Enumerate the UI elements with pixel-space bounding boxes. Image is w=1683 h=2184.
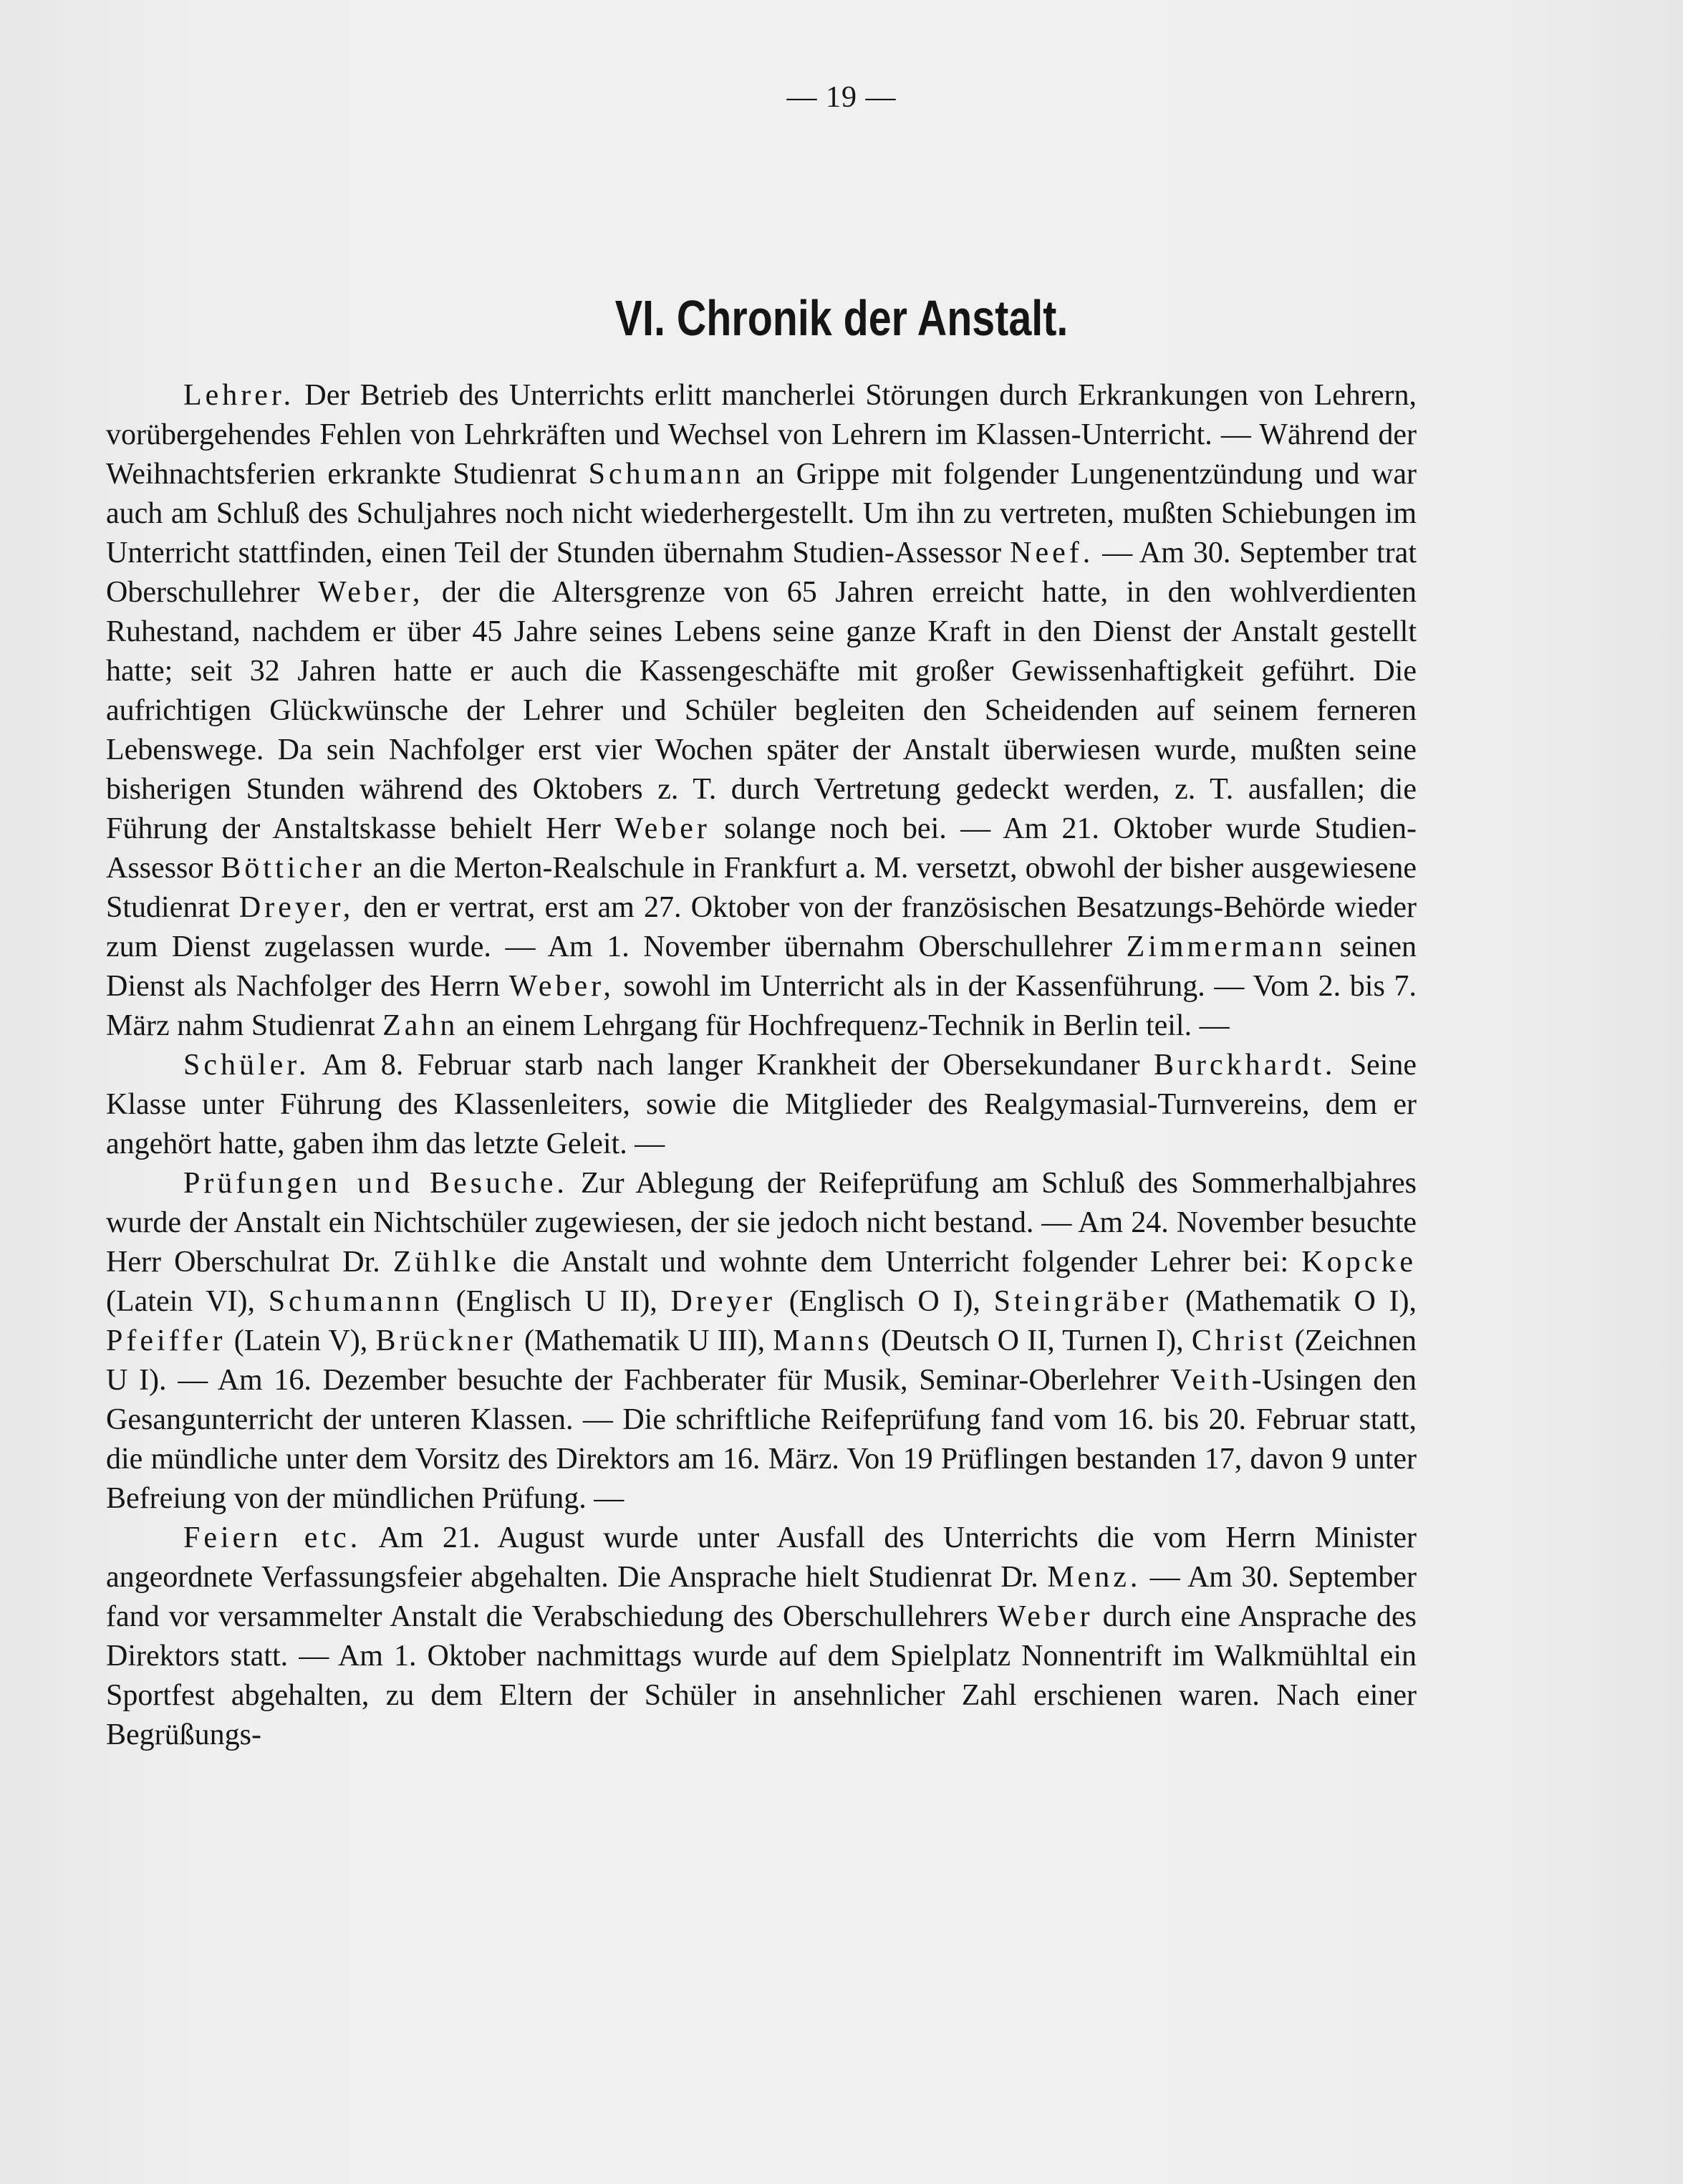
spaced-name: Zühlke: [392, 1246, 500, 1279]
paragraph-text: seinen Dienst als Nachfolger des Herrn: [106, 930, 1417, 1003]
spaced-name: Menz.: [1047, 1561, 1142, 1594]
paragraph-text: Am 21. August wurde unter Ausfall des Unterrichts die vom Herrn Minister angeordnete Verfassungsfeier abgehalten. Die Ansprache hielt Studienrat Dr.: [106, 1521, 1417, 1594]
spaced-name: Zahn: [382, 1009, 459, 1042]
paragraph-text: (Latein V),: [226, 1324, 376, 1357]
spaced-name: Zimmermann: [1126, 930, 1326, 963]
spaced-name: Neef.: [1010, 537, 1094, 569]
paragraph-text: (Englisch U II),: [443, 1285, 671, 1318]
paragraph-text: Seine Klasse unter Führung des Klassenleiters, sowie die Mitglieder des Realgymasial-Turnvereins, dem er angehört hatte, gaben ihm das letzte Geleit. —: [106, 1049, 1417, 1160]
paragraph-text: (Mathematik U III),: [516, 1324, 773, 1357]
spaced-name: Burckhardt.: [1153, 1049, 1336, 1082]
paragraph-text: durch eine Ansprache des Direktors statt. — Am 1. Oktober nachmittags wurde auf dem Spielplatz Nonnentrift im Walkmühltal ein Sportfest abgehalten, zu dem Eltern der Schüler in ansehnlicher Zahl erschienen waren. Nach einer Begrüßungs-: [106, 1600, 1417, 1751]
paragraph: [106, 1519, 1417, 1755]
paragraph-text: den er vertrat, erst am 27. Oktober von der französischen Besatzungs-Behörde wieder zum Dienst zugelassen wurde. — Am 1. November übernahm Oberschullehrer: [106, 891, 1417, 963]
paragraph-text: Der Betrieb des Unterrichts erlitt mancherlei Störungen durch Erkrankungen von Lehrern, vorübergehendes Fehlen von Lehrkräften und Wechsel von Lehrern im Klassen-Unterricht. — Während der Weihnachtsferien erkrankte Studienrat: [106, 379, 1417, 491]
paragraph-text: (Deutsch O II, Turnen I),: [872, 1324, 1192, 1357]
paragraph-text: (Zeichnen U I). — Am 16. Dezember besuchte der Fachberater für Musik, Seminar-Oberlehrer: [106, 1324, 1417, 1397]
paragraph-text: — Am 30. September fand vor versammelter Anstalt die Verabschiedung des Oberschullehrers: [106, 1561, 1417, 1633]
spaced-name: Kopcke: [1301, 1246, 1417, 1279]
spaced-name: Dreyer: [670, 1285, 776, 1318]
spaced-name: Veith: [1170, 1364, 1252, 1397]
spaced-name: Brückner: [375, 1324, 516, 1357]
paragraph-text: an Grippe mit folgender Lungenentzündung und war auch am Schluß des Schuljahres noch nicht wiederhergestellt. Um ihn zu vertreten, mußten Schiebungen im Unterricht stattfinden, einen Teil der Stunden übernahm Studien-Assessor: [106, 458, 1417, 569]
paragraph-text: (Englisch O I),: [776, 1285, 994, 1318]
spaced-name: Feiern etc.: [183, 1521, 362, 1554]
paragraph-text: an die Merton-Realschule in Frankfurt a. M. versetzt, obwohl der bisher ausgewiesene Studienrat: [106, 852, 1417, 924]
spaced-name: Dreyer,: [238, 891, 355, 924]
paragraph-text: Zur Ablegung der Reifeprüfung am Schluß des Sommerhalbjahres wurde der Anstalt ein Nichtschüler zugewiesen, der sie jedoch nicht bestand. — Am 24. November besuchte Herr Oberschulrat Dr.: [106, 1167, 1417, 1279]
page-number: — 19 —: [786, 81, 897, 114]
paragraph-text: (Latein VI),: [106, 1285, 269, 1318]
spaced-name: Lehrer.: [183, 379, 295, 412]
paragraph-text: solange noch bei. — Am 21. Oktober wurde Studien-Assessor: [106, 812, 1417, 885]
paragraph-text: — Am 30. September trat Oberschullehrer: [106, 537, 1417, 609]
spaced-name: Bötticher: [221, 852, 365, 885]
spaced-name: Weber,: [508, 970, 614, 1003]
spaced-name: Weber: [614, 812, 710, 845]
paragraph-text: sowohl im Unterricht als in der Kassenführung. — Vom 2. bis 7. März nahm Studienrat: [106, 970, 1417, 1042]
paragraph: [106, 1046, 1417, 1164]
paragraph: [106, 1164, 1417, 1519]
paragraph-text: Am 8. Februar starb nach langer Krankheit der Obersekundaner: [309, 1049, 1154, 1082]
spaced-name: Christ: [1191, 1324, 1287, 1357]
paragraph-text: -Usingen den Gesangunterricht der unteren Klassen. — Die schriftliche Reifeprüfung fand vom 16. bis 20. Februar statt, die mündliche unter dem Vorsitz des Direktors am 16. März. Von 19 Prüflingen bestanden 17, davon 9 unter Befreiung von der mündlichen Prüfung. —: [106, 1364, 1417, 1515]
paragraph-text: an einem Lehrgang für Hochfrequenz-Technik in Berlin teil. —: [458, 1009, 1230, 1042]
spaced-name: Pfeiffer: [106, 1324, 226, 1357]
paragraph: [106, 376, 1417, 1046]
spaced-name: Schüler.: [183, 1049, 310, 1082]
paragraph-text: die Anstalt und wohnte dem Unterricht folgender Lehrer bei:: [499, 1246, 1302, 1279]
spaced-name: Steingräber: [993, 1285, 1172, 1318]
spaced-name: Weber,: [318, 576, 424, 609]
page-title: VI. Chronik der Anstalt.: [614, 290, 1069, 346]
spaced-name: Weber: [998, 1600, 1094, 1633]
spaced-name: Schumann: [588, 458, 744, 491]
spaced-name: Prüfungen und Besuche.: [183, 1167, 568, 1200]
chronicle-body: [106, 376, 1417, 1755]
paragraph-text: (Mathematik O I),: [1172, 1285, 1417, 1318]
spaced-name: Manns: [773, 1324, 873, 1357]
spaced-name: Schumannn: [268, 1285, 443, 1318]
paragraph-text: der die Altersgrenze von 65 Jahren erreicht hatte, in den wohlverdienten Ruhestand, nachdem er über 45 Jahre seines Lebens seine ganze Kraft in den Dienst der Anstalt gestellt hatte; seit 32 Jahren hatte er auch die Kassengeschäfte mit großer Gewissenhaftigkeit geführt. Die aufrichtigen Glückwünsche der Lehrer und Schüler begleiten den Scheidenden auf seinem ferneren Lebenswege. Da sein Nachfolger erst vier Wochen später der Anstalt überwiesen wurde, mußten seine bisherigen Stunden während des Oktobers z. T. durch Vertretung gedeckt werden, z. T. ausfallen; die Führung der Anstaltskasse behielt Herr: [106, 576, 1417, 845]
